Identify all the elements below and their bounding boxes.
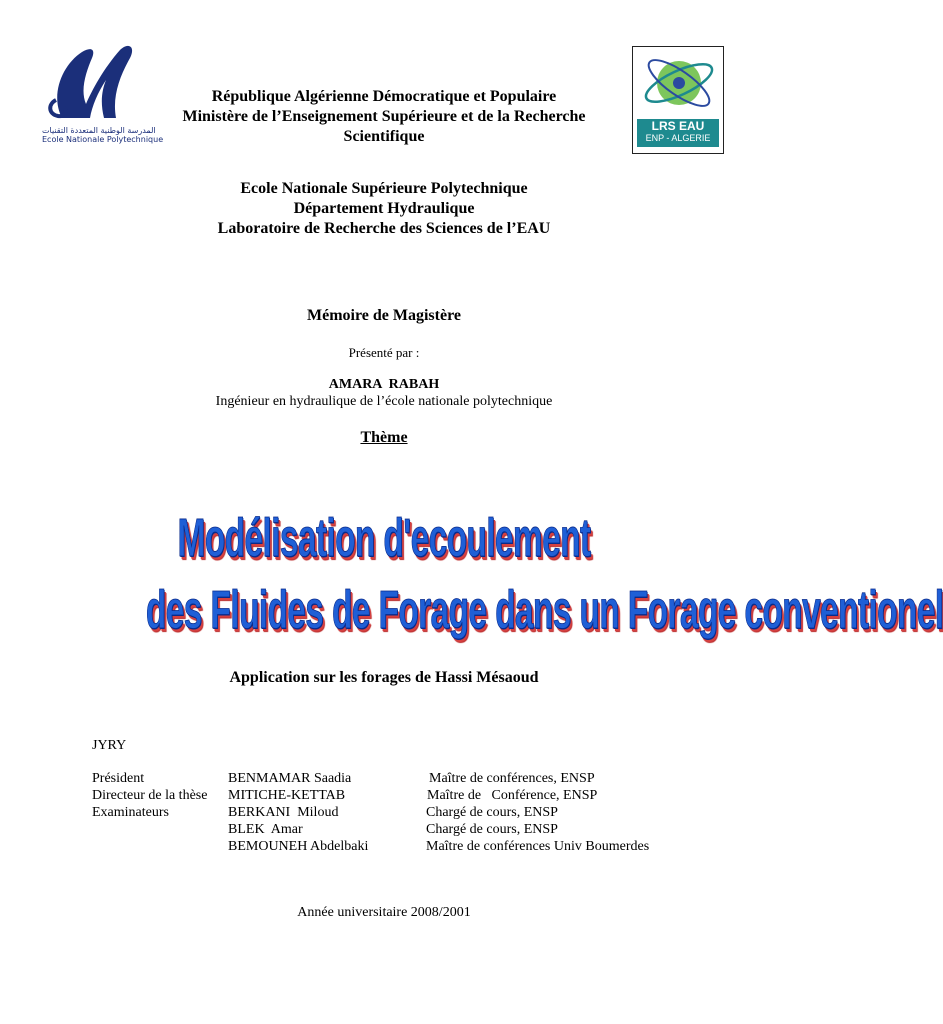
application-subtitle: Application sur les forages de Hassi Mésaoud xyxy=(229,669,539,686)
jury-heading: JYRY xyxy=(92,738,127,753)
jury-name: BLEK Amar xyxy=(228,822,303,837)
jury-name: MITICHE-KETTAB xyxy=(228,788,346,803)
jury-table xyxy=(0,770,768,860)
author-title: Ingénieur en hydraulique de l’école nationale polytechnique xyxy=(215,394,553,409)
jury-position: Maître de conférences Univ Boumerdes xyxy=(426,839,650,854)
laboratory-name: Laboratoire de Recherche des Sciences de l’EAU xyxy=(217,220,551,237)
thesis-title-line1: Modélisation d'ecoulement xyxy=(177,508,591,568)
jury-position: Chargé de cours, ENSP xyxy=(426,805,558,820)
enp-logo-caption: المدرسة الوطنية المتعددة التقنيات Ecole Nationale Polytechnique xyxy=(42,126,164,144)
ministry-name-cont: Scientifique xyxy=(343,128,425,145)
jury-position: Chargé de cours, ENSP xyxy=(426,822,558,837)
school-name: Ecole Nationale Supérieure Polytechnique xyxy=(240,180,528,197)
country-name: République Algérienne Démocratique et Populaire xyxy=(211,88,557,105)
presented-by: Présenté par : xyxy=(348,345,420,360)
lrs-eau-caption: LRS EAU ENP - ALGERIE xyxy=(637,119,719,147)
memoire-type: Mémoire de Magistère xyxy=(306,307,461,324)
department-name: Département Hydraulique xyxy=(293,200,475,217)
thesis-title-line2: des Fluides de Forage dans un Forage conventionel xyxy=(145,580,943,640)
jury-name: BERKANI Miloud xyxy=(228,805,339,820)
jury-position: Maître de Conférence, ENSP xyxy=(427,788,598,803)
jury-role: Examinateurs xyxy=(92,805,169,820)
academic-year: Année universitaire 2008/2001 xyxy=(297,905,471,920)
jury-name: BENMAMAR Saadia xyxy=(228,771,352,786)
jury-role: Président xyxy=(92,771,145,786)
theme-label: Thème xyxy=(360,429,408,446)
ministry-name: Ministère de l’Enseignement Supérieure et de la Recherche xyxy=(182,108,586,125)
author-name: AMARA RABAH xyxy=(328,377,440,392)
theme-label-wrap xyxy=(0,428,768,448)
jury-position: Maître de conférences, ENSP xyxy=(429,771,595,786)
jury-role: Directeur de la thèse xyxy=(92,788,208,803)
jury-name: BEMOUNEH Abdelbaki xyxy=(228,839,369,854)
